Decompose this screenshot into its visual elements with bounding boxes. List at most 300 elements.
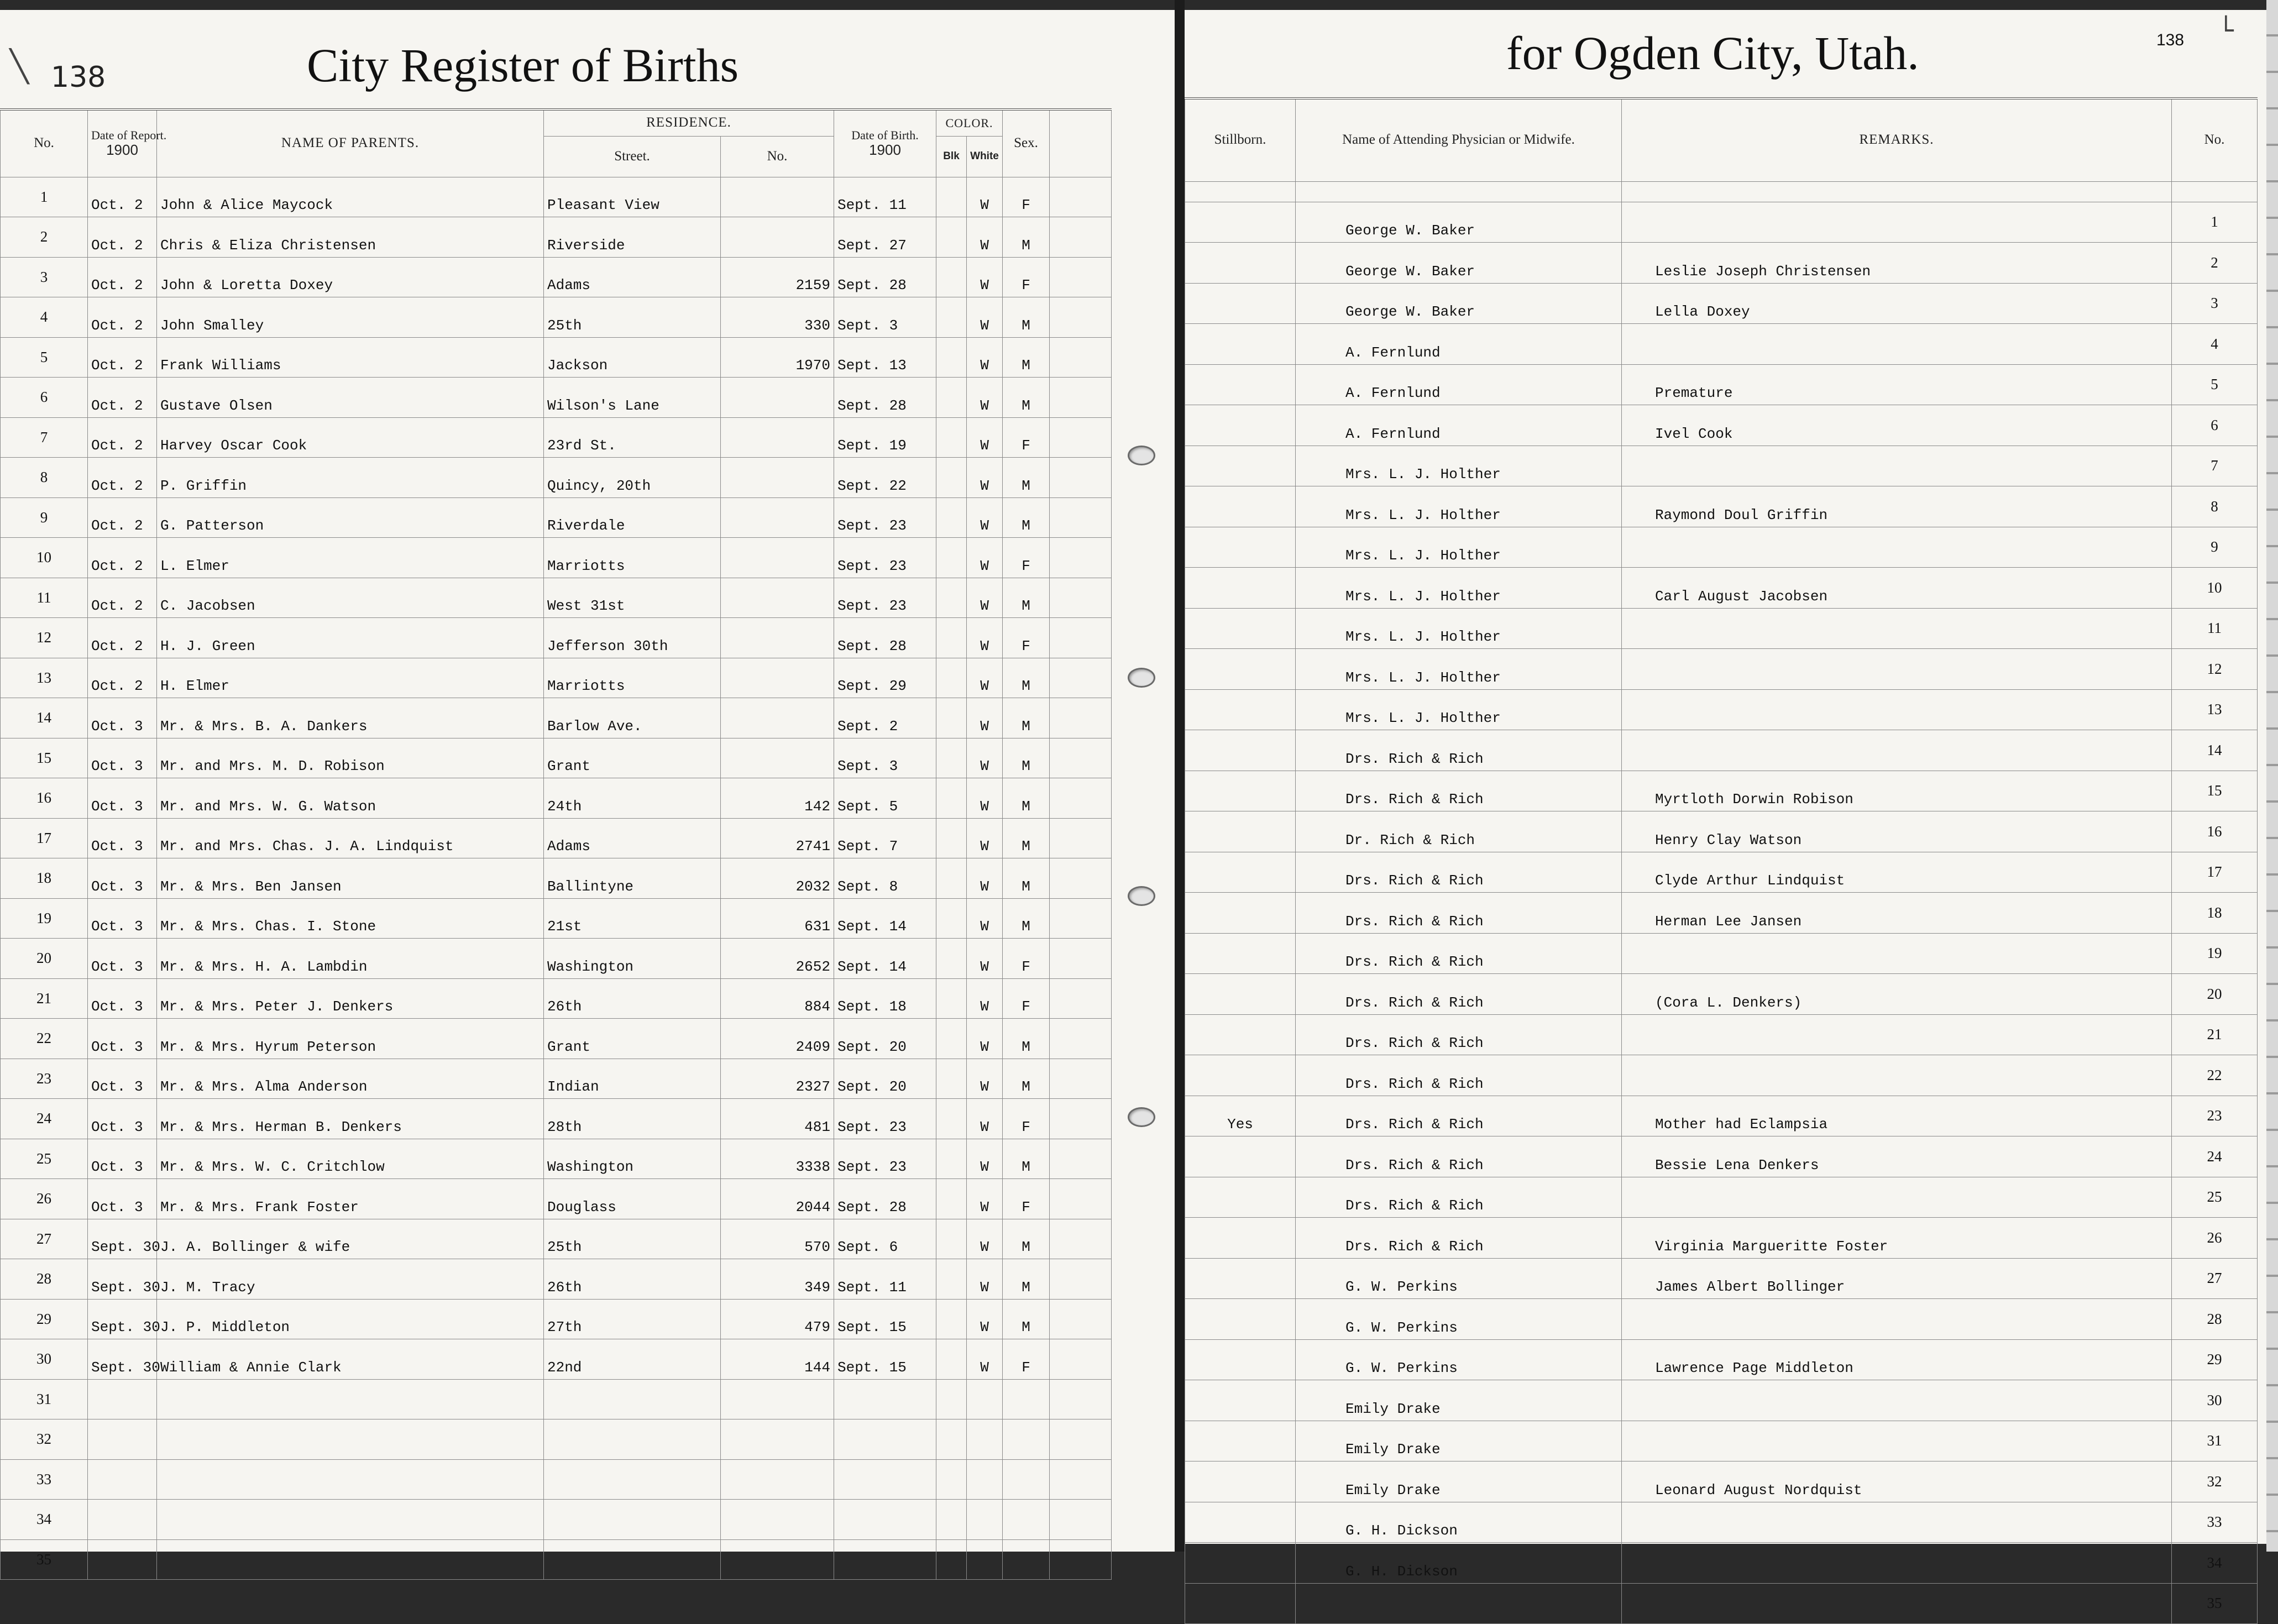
report-date: Oct. 2 <box>88 378 157 418</box>
stillborn <box>1185 486 1296 527</box>
sex: F <box>1003 257 1050 297</box>
row-number: 24 <box>2172 1136 2258 1177</box>
sex: M <box>1003 497 1050 538</box>
row-number: 19 <box>2172 933 2258 974</box>
street: Marriotts <box>544 658 721 698</box>
color-blk <box>936 939 967 979</box>
remarks <box>1622 1014 2172 1055</box>
color-blk <box>936 898 967 939</box>
row-number: 21 <box>1 978 88 1019</box>
physician-name: Drs. Rich & Rich <box>1296 1177 1622 1218</box>
remarks <box>1622 202 2172 243</box>
table-row <box>1185 243 2258 284</box>
row-number: 12 <box>1 618 88 658</box>
spacer <box>1050 538 1112 578</box>
birth-date <box>834 1539 936 1580</box>
color-white: W <box>967 497 1003 538</box>
header-no-right: No. <box>2172 98 2258 181</box>
report-date <box>88 1379 157 1419</box>
remarks <box>1622 324 2172 365</box>
table-row <box>1185 1055 2258 1096</box>
parents-name: J. A. Bollinger & wife <box>157 1219 544 1259</box>
table-row <box>1 618 1112 658</box>
street: Riverside <box>544 217 721 258</box>
physician-name: Drs. Rich & Rich <box>1296 1055 1622 1096</box>
table-row <box>1 578 1112 618</box>
spacer <box>1050 658 1112 698</box>
color-blk <box>936 978 967 1019</box>
punch-hole <box>1128 886 1155 906</box>
check-mark-icon: └ <box>2218 15 2234 45</box>
header-stillborn: Stillborn. <box>1185 98 1296 181</box>
stillborn <box>1185 689 1296 730</box>
header-spacer <box>1050 109 1112 177</box>
residence-number <box>721 1459 834 1500</box>
table-row <box>1185 1218 2258 1259</box>
residence-number <box>721 217 834 258</box>
spacer <box>1050 1379 1112 1419</box>
table-row <box>1 978 1112 1019</box>
row-number: 22 <box>2172 1055 2258 1096</box>
report-date: Oct. 3 <box>88 698 157 738</box>
spacer <box>1050 1299 1112 1339</box>
stillborn <box>1185 283 1296 324</box>
report-date: Oct. 2 <box>88 297 157 338</box>
street: West 31st <box>544 578 721 618</box>
table-row <box>1 1179 1112 1219</box>
remarks <box>1622 1543 2172 1584</box>
birth-date: Sept. 20 <box>834 1059 936 1099</box>
birth-date: Sept. 8 <box>834 858 936 899</box>
row-number: 28 <box>1 1259 88 1300</box>
color-blk <box>936 578 967 618</box>
row-number: 3 <box>1 257 88 297</box>
parents-name: Mr. & Mrs. Peter J. Denkers <box>157 978 544 1019</box>
birth-date <box>834 1379 936 1419</box>
remarks <box>1622 1583 2172 1624</box>
report-date: Oct. 3 <box>88 858 157 899</box>
header-residence-no: No. <box>721 136 834 177</box>
color-white <box>967 1459 1003 1500</box>
color-white: W <box>967 1219 1003 1259</box>
stillborn <box>1185 1583 1296 1624</box>
sex: F <box>1003 939 1050 979</box>
stillborn <box>1185 608 1296 649</box>
table-row <box>1185 730 2258 771</box>
parents-name <box>157 1539 544 1580</box>
row-number: 11 <box>2172 608 2258 649</box>
row-number: 20 <box>2172 974 2258 1015</box>
spacer <box>1050 1339 1112 1380</box>
report-date <box>88 1500 157 1540</box>
table-row <box>1 1219 1112 1259</box>
physician-name: Drs. Rich & Rich <box>1296 1136 1622 1177</box>
report-date: Oct. 3 <box>88 1099 157 1139</box>
residence-number: 144 <box>721 1339 834 1380</box>
row-number: 27 <box>1 1219 88 1259</box>
punch-hole <box>1128 668 1155 688</box>
parents-name: Chris & Eliza Christensen <box>157 217 544 258</box>
color-white: W <box>967 778 1003 819</box>
street: Quincy, 20th <box>544 458 721 498</box>
parents-name: J. P. Middleton <box>157 1299 544 1339</box>
remarks: Premature <box>1622 364 2172 405</box>
stillborn <box>1185 405 1296 446</box>
table-row <box>1185 1136 2258 1177</box>
physician-name: George W. Baker <box>1296 243 1622 284</box>
sex: F <box>1003 177 1050 217</box>
right-page <box>1185 10 2266 1612</box>
physician-name: Dr. Rich & Rich <box>1296 811 1622 852</box>
parents-name: Mr. & Mrs. Herman B. Denkers <box>157 1099 544 1139</box>
street: Riverdale <box>544 497 721 538</box>
remarks: Ivel Cook <box>1622 405 2172 446</box>
report-date: Oct. 2 <box>88 257 157 297</box>
physician-name: Mrs. L. J. Holther <box>1296 649 1622 690</box>
street: Adams <box>544 818 721 858</box>
table-row <box>1185 811 2258 852</box>
sex: M <box>1003 898 1050 939</box>
street: Grant <box>544 1019 721 1059</box>
street: Marriotts <box>544 538 721 578</box>
row-number: 7 <box>2172 446 2258 486</box>
physician-name: Mrs. L. J. Holther <box>1296 486 1622 527</box>
remarks: Clyde Arthur Lindquist <box>1622 852 2172 893</box>
remarks: Carl August Jacobsen <box>1622 568 2172 609</box>
report-date: Oct. 2 <box>88 177 157 217</box>
remarks: Leslie Joseph Christensen <box>1622 243 2172 284</box>
header-remarks: REMARKS. <box>1622 98 2172 181</box>
color-white: W <box>967 1019 1003 1059</box>
table-row <box>1 458 1112 498</box>
punch-hole <box>1128 446 1155 465</box>
color-white: W <box>967 658 1003 698</box>
parents-name: Mr. & Mrs. Hyrum Peterson <box>157 1019 544 1059</box>
birth-date: Sept. 18 <box>834 978 936 1019</box>
stillborn <box>1185 1258 1296 1299</box>
table-row <box>1185 1583 2258 1624</box>
residence-number <box>721 1500 834 1540</box>
table-row <box>1 738 1112 778</box>
parents-name: Mr. & Mrs. W. C. Critchlow <box>157 1139 544 1179</box>
street: 25th <box>544 1219 721 1259</box>
table-row <box>1 1299 1112 1339</box>
stillborn <box>1185 649 1296 690</box>
remarks: James Albert Bollinger <box>1622 1258 2172 1299</box>
birth-date: Sept. 7 <box>834 818 936 858</box>
page-title-left: City Register of Births <box>307 39 739 92</box>
row-number: 6 <box>2172 405 2258 446</box>
street: Jackson <box>544 337 721 378</box>
street: Grant <box>544 738 721 778</box>
residence-number <box>721 1539 834 1580</box>
color-blk <box>936 738 967 778</box>
sex: F <box>1003 417 1050 458</box>
sex: M <box>1003 658 1050 698</box>
remarks: Mother had Eclampsia <box>1622 1096 2172 1136</box>
color-white: W <box>967 738 1003 778</box>
remarks <box>1622 1177 2172 1218</box>
remarks <box>1622 649 2172 690</box>
residence-number: 631 <box>721 898 834 939</box>
table-row <box>1 1259 1112 1300</box>
color-blk <box>936 1139 967 1179</box>
row-number: 25 <box>2172 1177 2258 1218</box>
physician-name: G. W. Perkins <box>1296 1339 1622 1380</box>
street: 27th <box>544 1299 721 1339</box>
color-blk <box>936 177 967 217</box>
physician-name: Drs. Rich & Rich <box>1296 974 1622 1015</box>
sex: M <box>1003 858 1050 899</box>
remarks <box>1622 933 2172 974</box>
color-blk <box>936 497 967 538</box>
color-white: W <box>967 297 1003 338</box>
table-row <box>1 1500 1112 1540</box>
parents-name: H. Elmer <box>157 658 544 698</box>
row-number: 23 <box>2172 1096 2258 1136</box>
physician-name: A. Fernlund <box>1296 324 1622 365</box>
remarks: (Cora L. Denkers) <box>1622 974 2172 1015</box>
spacer <box>1050 1219 1112 1259</box>
stillborn <box>1185 1177 1296 1218</box>
parents-name <box>157 1459 544 1500</box>
table-row <box>1 1419 1112 1460</box>
stillborn <box>1185 243 1296 284</box>
row-number: 21 <box>2172 1014 2258 1055</box>
book-gutter <box>1175 0 1185 1552</box>
spacer <box>1050 1539 1112 1580</box>
stillborn <box>1185 202 1296 243</box>
table-row <box>1185 893 2258 934</box>
birth-date: Sept. 15 <box>834 1299 936 1339</box>
residence-number: 1970 <box>721 337 834 378</box>
table-row <box>1185 649 2258 690</box>
stillborn <box>1185 893 1296 934</box>
birth-date: Sept. 6 <box>834 1219 936 1259</box>
sex: F <box>1003 618 1050 658</box>
row-number: 9 <box>1 497 88 538</box>
birth-date: Sept. 3 <box>834 738 936 778</box>
report-date <box>88 1539 157 1580</box>
table-row <box>1185 568 2258 609</box>
street: Washington <box>544 939 721 979</box>
left-page <box>0 10 1175 1568</box>
birth-date: Sept. 28 <box>834 618 936 658</box>
sex: M <box>1003 217 1050 258</box>
row-number: 14 <box>2172 730 2258 771</box>
color-white: W <box>967 939 1003 979</box>
stillborn <box>1185 1543 1296 1584</box>
residence-number <box>721 497 834 538</box>
sex: M <box>1003 578 1050 618</box>
color-blk <box>936 1459 967 1500</box>
spacer <box>1050 898 1112 939</box>
table-row <box>1 1459 1112 1500</box>
sex: M <box>1003 738 1050 778</box>
color-white: W <box>967 458 1003 498</box>
stillborn <box>1185 730 1296 771</box>
residence-number: 2159 <box>721 257 834 297</box>
sex: F <box>1003 1179 1050 1219</box>
table-row <box>1 698 1112 738</box>
stillborn <box>1185 852 1296 893</box>
report-date: Sept. 30 <box>88 1299 157 1339</box>
sex: M <box>1003 698 1050 738</box>
row-number: 20 <box>1 939 88 979</box>
street: Wilson's Lane <box>544 378 721 418</box>
table-row <box>1 658 1112 698</box>
table-row <box>1185 364 2258 405</box>
report-date: Oct. 2 <box>88 217 157 258</box>
sex <box>1003 1459 1050 1500</box>
birth-date: Sept. 19 <box>834 417 936 458</box>
residence-number: 479 <box>721 1299 834 1339</box>
stillborn <box>1185 811 1296 852</box>
row-number: 14 <box>1 698 88 738</box>
residence-number <box>721 538 834 578</box>
residence-number <box>721 417 834 458</box>
row-number: 29 <box>1 1299 88 1339</box>
color-white: W <box>967 1139 1003 1179</box>
report-date: Sept. 30 <box>88 1339 157 1380</box>
header-birth-year: 1900 <box>869 142 901 159</box>
residence-number: 570 <box>721 1219 834 1259</box>
report-date: Oct. 3 <box>88 898 157 939</box>
remarks <box>1622 689 2172 730</box>
physician-name: G. H. Dickson <box>1296 1543 1622 1584</box>
table-row <box>1 417 1112 458</box>
spacer <box>1050 257 1112 297</box>
row-number: 13 <box>1 658 88 698</box>
street: 26th <box>544 978 721 1019</box>
sex: M <box>1003 297 1050 338</box>
index-tabs <box>2266 0 2278 1552</box>
parents-name: Mr. and Mrs. Chas. J. A. Lindquist <box>157 818 544 858</box>
table-row <box>1 858 1112 899</box>
residence-number <box>721 458 834 498</box>
physician-name: Drs. Rich & Rich <box>1296 933 1622 974</box>
physician-name: Emily Drake <box>1296 1421 1622 1461</box>
row-number: 30 <box>2172 1380 2258 1421</box>
row-number: 1 <box>2172 202 2258 243</box>
color-white: W <box>967 378 1003 418</box>
spacer <box>1050 217 1112 258</box>
parents-name <box>157 1500 544 1540</box>
color-white: W <box>967 417 1003 458</box>
spacer <box>1050 1259 1112 1300</box>
table-row <box>1 1339 1112 1380</box>
color-blk <box>936 458 967 498</box>
spacer <box>1050 618 1112 658</box>
row-number: 35 <box>2172 1583 2258 1624</box>
report-date: Oct. 2 <box>88 417 157 458</box>
blank-cell <box>1622 181 2172 202</box>
street: 24th <box>544 778 721 819</box>
row-number: 2 <box>1 217 88 258</box>
remarks: Raymond Doul Griffin <box>1622 486 2172 527</box>
table-row <box>1185 202 2258 243</box>
report-date: Oct. 3 <box>88 939 157 979</box>
row-number: 28 <box>2172 1299 2258 1340</box>
row-number: 8 <box>1 458 88 498</box>
table-row <box>1 1099 1112 1139</box>
table-row <box>1185 1380 2258 1421</box>
report-date: Oct. 3 <box>88 1059 157 1099</box>
report-date: Oct. 3 <box>88 978 157 1019</box>
header-white: White <box>967 136 1003 177</box>
residence-number <box>721 578 834 618</box>
residence-number <box>721 698 834 738</box>
header-report-year: 1900 <box>106 142 138 159</box>
row-number: 31 <box>1 1379 88 1419</box>
table-row <box>1185 527 2258 568</box>
handwritten-page-number: 138 <box>51 61 106 94</box>
street: Barlow Ave. <box>544 698 721 738</box>
birth-date <box>834 1419 936 1460</box>
table-row <box>1185 446 2258 486</box>
birth-date: Sept. 23 <box>834 1139 936 1179</box>
color-white: W <box>967 1179 1003 1219</box>
births-table-right <box>1185 97 2258 1624</box>
birth-date: Sept. 29 <box>834 658 936 698</box>
physician-name <box>1296 1583 1622 1624</box>
color-blk <box>936 1339 967 1380</box>
row-number: 34 <box>2172 1543 2258 1584</box>
table-row <box>1 1139 1112 1179</box>
header-no: No. <box>1 109 88 177</box>
color-white: W <box>967 217 1003 258</box>
row-number: 16 <box>1 778 88 819</box>
color-white: W <box>967 618 1003 658</box>
physician-name: Mrs. L. J. Holther <box>1296 568 1622 609</box>
birth-date <box>834 1500 936 1540</box>
remarks <box>1622 1055 2172 1096</box>
remarks <box>1622 527 2172 568</box>
residence-number: 3338 <box>721 1139 834 1179</box>
table-row <box>1185 283 2258 324</box>
birth-date: Sept. 28 <box>834 257 936 297</box>
color-blk <box>936 658 967 698</box>
stillborn <box>1185 1339 1296 1380</box>
row-number: 26 <box>1 1179 88 1219</box>
header-date-of-birth-label: Date of Birth. <box>851 128 919 143</box>
table-row <box>1 257 1112 297</box>
table-row <box>1 1539 1112 1580</box>
color-white: W <box>967 1099 1003 1139</box>
spacer <box>1050 378 1112 418</box>
sex: M <box>1003 1259 1050 1300</box>
table-row <box>1185 486 2258 527</box>
row-number: 23 <box>1 1059 88 1099</box>
stillborn <box>1185 568 1296 609</box>
birth-date: Sept. 22 <box>834 458 936 498</box>
birth-date: Sept. 23 <box>834 538 936 578</box>
table-row-blank <box>1185 181 2258 202</box>
parents-name: L. Elmer <box>157 538 544 578</box>
report-date: Oct. 3 <box>88 778 157 819</box>
street: Douglass <box>544 1179 721 1219</box>
color-blk <box>936 1500 967 1540</box>
table-row <box>1 939 1112 979</box>
check-mark-icon: ╲ <box>10 49 29 85</box>
printed-page-number: 138 <box>2156 31 2185 49</box>
stillborn <box>1185 1461 1296 1502</box>
sex <box>1003 1379 1050 1419</box>
color-blk <box>936 698 967 738</box>
table-row <box>1185 1421 2258 1461</box>
physician-name: Mrs. L. J. Holther <box>1296 446 1622 486</box>
stillborn: Yes <box>1185 1096 1296 1136</box>
